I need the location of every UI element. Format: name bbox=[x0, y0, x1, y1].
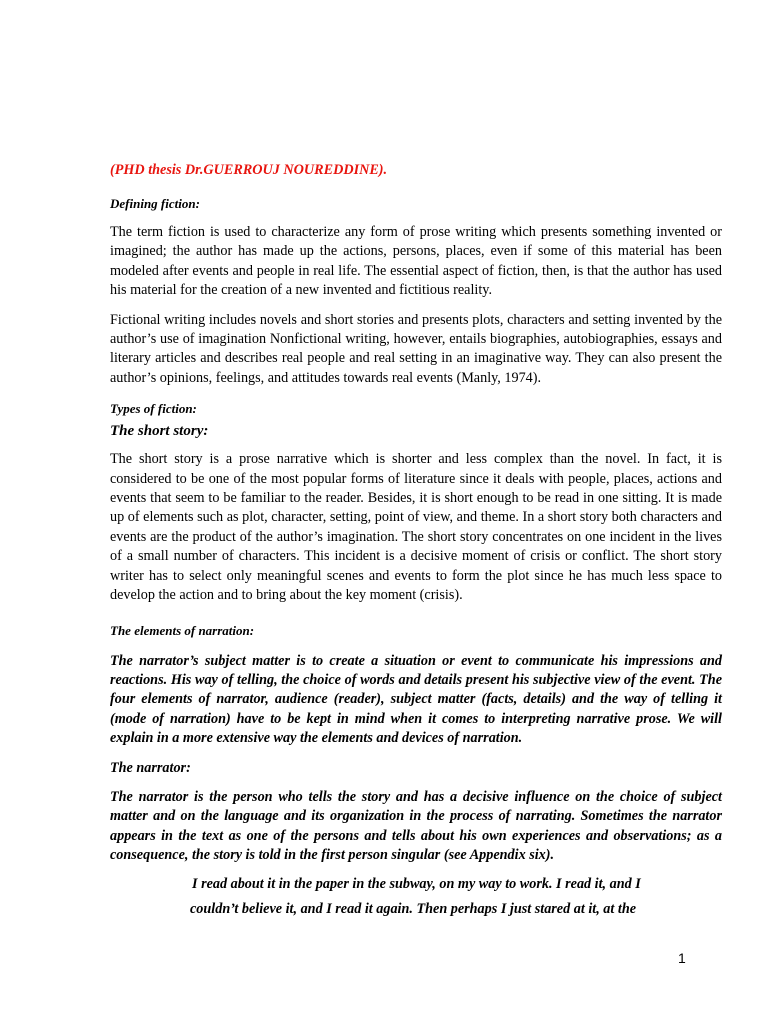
block-quote bbox=[110, 872, 722, 922]
paragraph-short-story: The short story is a prose narrative which is shorter and less complex than the novel. In fact, it is considered to be one of the most popular forms of literature since it deals with people, places, actions and events that seem to be familiar to the reader. Besides, it is short enough to be read in one sitting. It is made up of elements such as plot, character, setting, point of view, and theme. In a short story both characters and events are the product of the author’s imagination. The short story concentrates on one incident in the lives of a small number of characters. This incident is a decisive moment of crisis or conflict. The short story writer has to select only meaningful scenes and events to form the plot since he has much less space to develop the action and to bring about the key moment (crisis). bbox=[110, 451, 722, 604]
quote-line-1: I read about it in the paper in the subway, on my way to work. I read it, and I bbox=[192, 875, 641, 892]
quote-line-2: couldn’t believe it, and I read it again. Then perhaps I just stared at it, at the bbox=[190, 900, 637, 917]
page-number: 1 bbox=[678, 950, 686, 966]
paragraph-fiction-definition: The term fiction is used to characterize any form of prose writing which presents something invented or imagined; the author has made up the actions, persons, places, even if some of this material has been modeled after events and people in real life. The essential aspect of fiction, then, is that the author has used his material for the creation of a new invented and fictitious reality. bbox=[110, 224, 722, 299]
page-content bbox=[110, 161, 722, 922]
subheading-narrator: The narrator: bbox=[110, 759, 191, 776]
heading-short-story: The short story: bbox=[110, 423, 209, 440]
paragraph-narrator-subject-matter: The narrator’s subject matter is to create a situation or event to communicate his impressions and reactions. His way of telling, the choice of words and details present his subjective view of the event. The four elements of narrator, audience (reader), subject matter (facts, details) and the way of telling it (mode of narration) have to be kept in mind when it comes to interpreting narrative prose. We will explain in a more extensive way the elements and devices of narration. bbox=[110, 652, 722, 747]
heading-defining-fiction: Defining fiction: bbox=[110, 196, 200, 211]
running-title: (PHD thesis Dr.GUERROUJ NOUREDDINE). bbox=[110, 162, 388, 178]
heading-types-of-fiction: Types of fiction: bbox=[110, 401, 197, 417]
paragraph-fictional-writing: Fictional writing includes novels and short stories and presents plots, characters and setting invented by the author’s use of imagination Nonfictional writing, however, entails biographies, autobiographies, essays and literary articles and describes real people and real setting in an imaginative way. They can also present the author’s opinions, feelings, and attitudes towards real events (Manly, 1974). bbox=[110, 311, 722, 386]
heading-elements-of-narration: The elements of narration: bbox=[110, 622, 255, 638]
paragraph-narrator-definition: The narrator is the person who tells the story and has a decisive influence on the choice of subject matter and on the language and its organization in the process of narrating. Sometimes the narrator appears in the text as one of the persons and tells about his own experiences and observations; as a consequence, the story is told in the first person singular (see Appendix six). bbox=[110, 788, 722, 864]
